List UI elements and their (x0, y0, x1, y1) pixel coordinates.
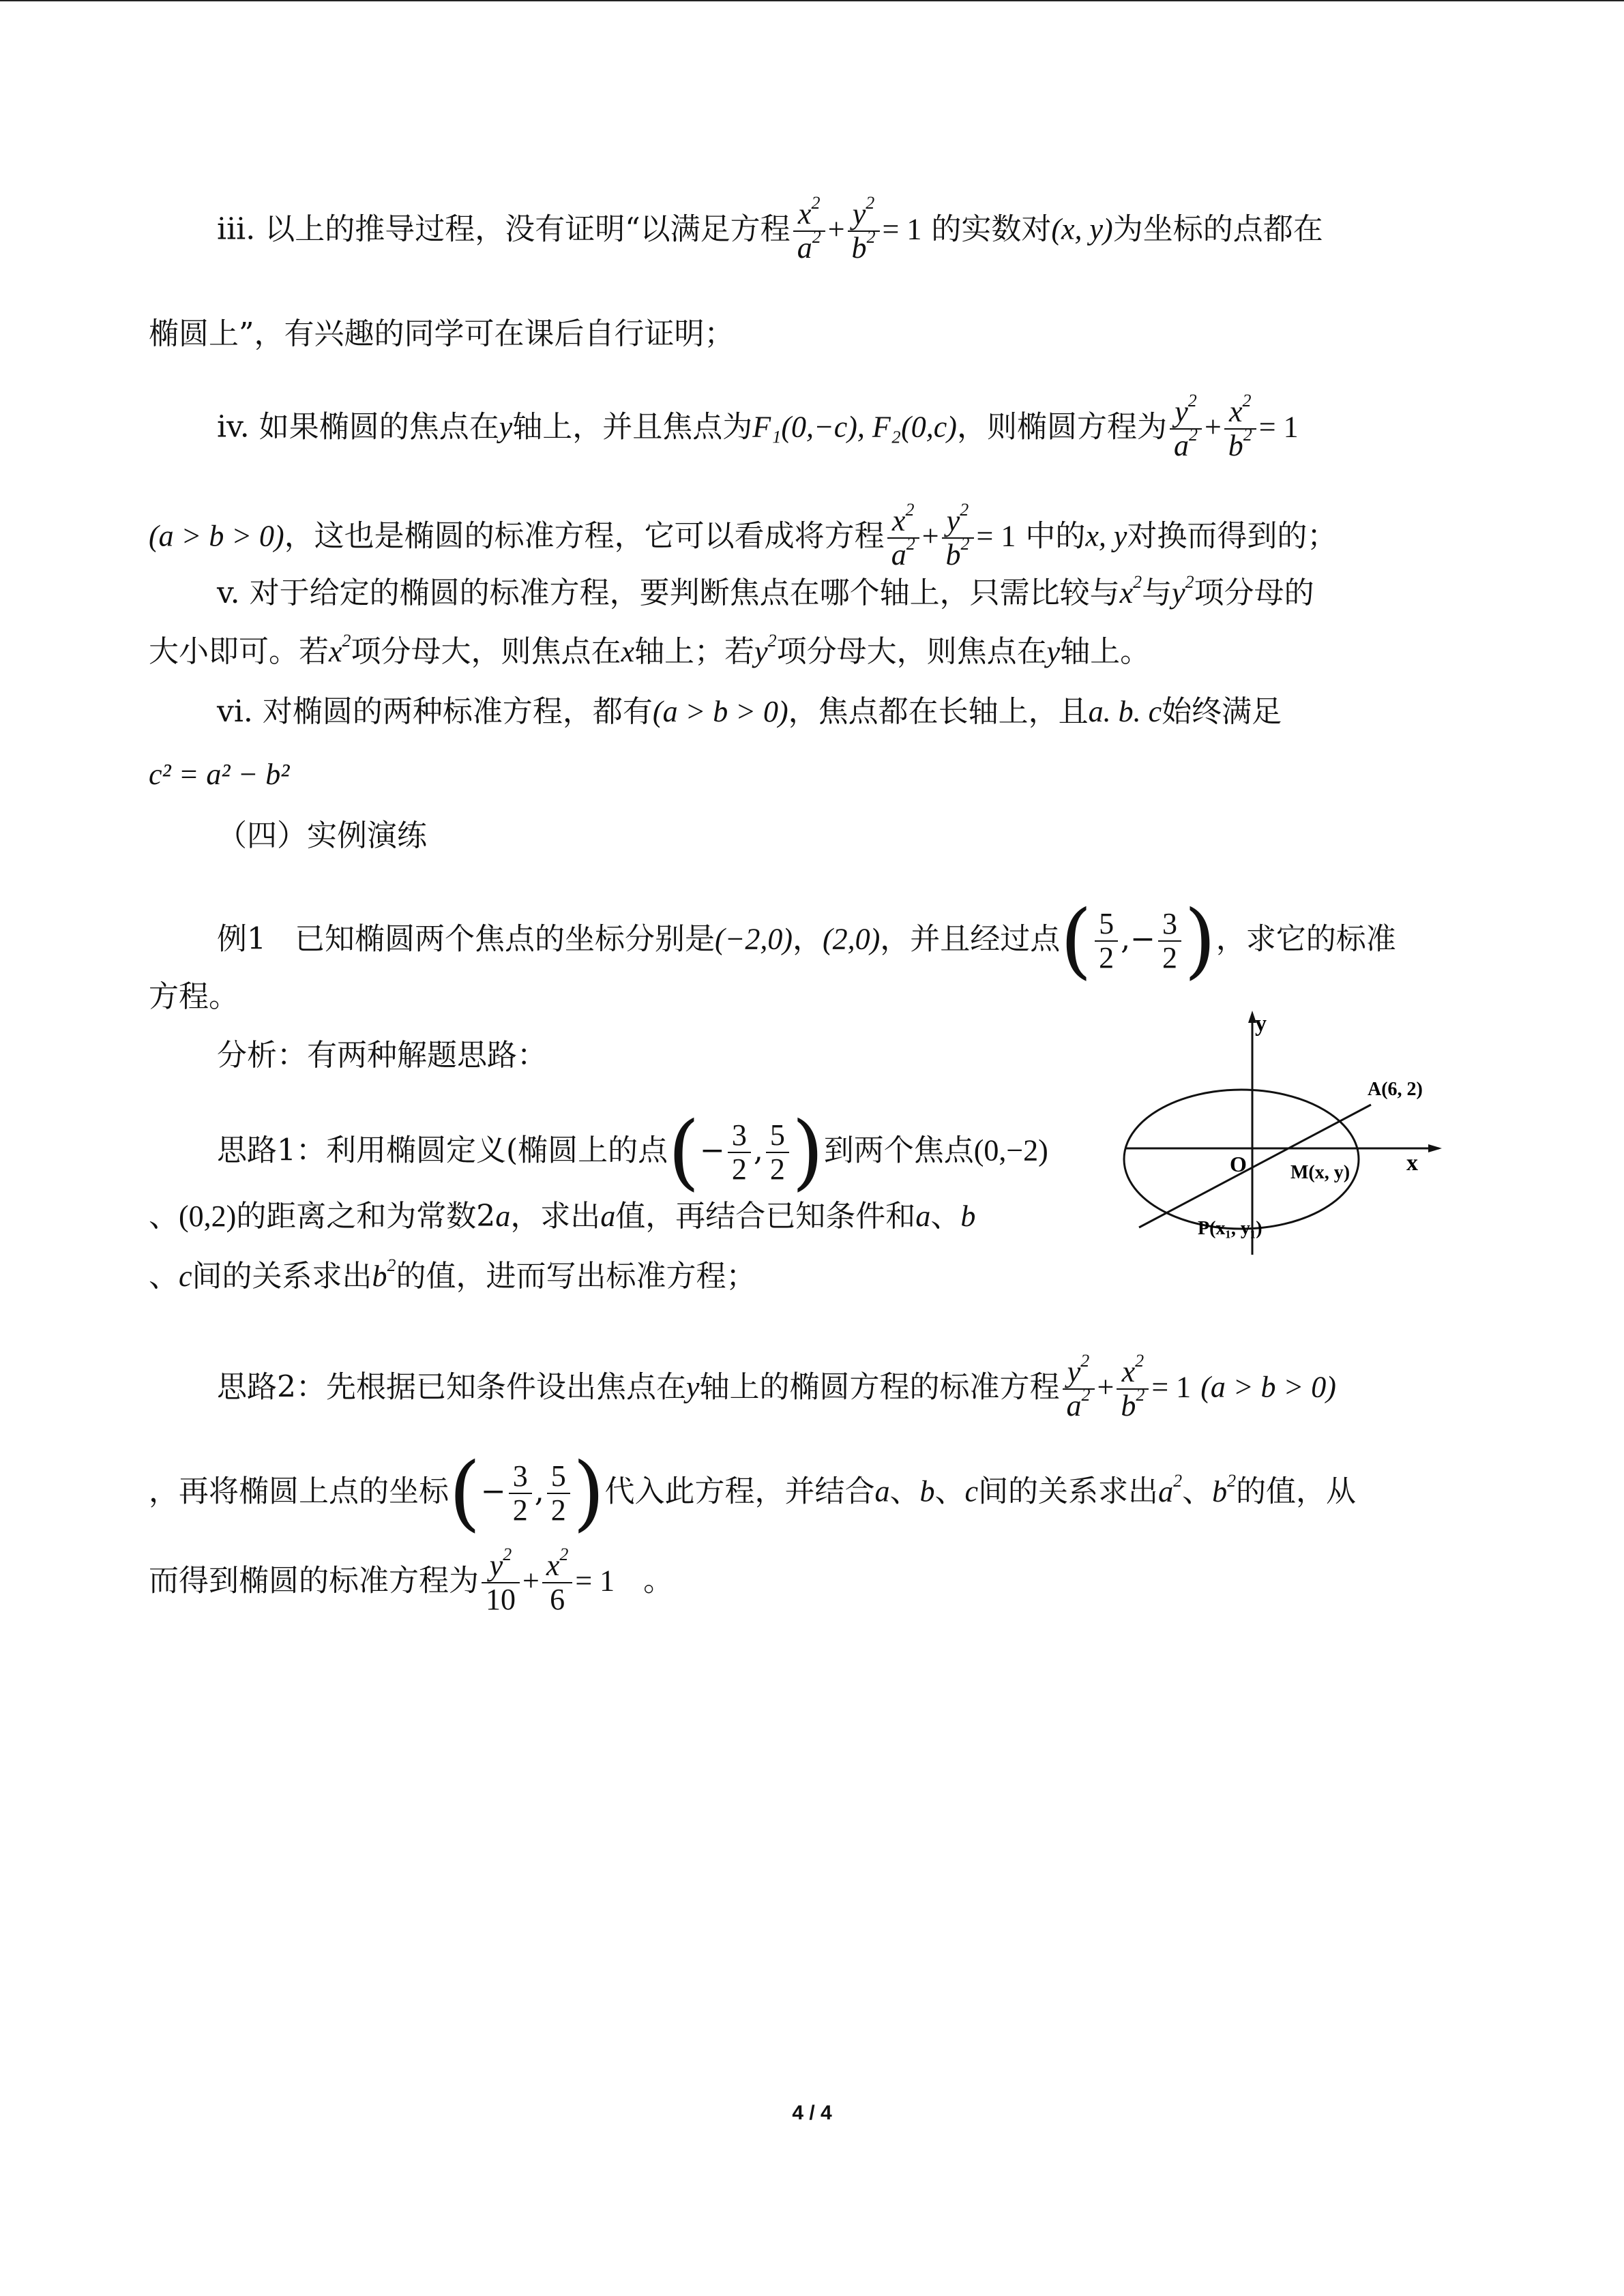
equation-y-over-a: $\frac{y^2}{a^2}$ (1063, 1356, 1095, 1422)
text: 中的 (1025, 518, 1086, 554)
frac-three-halves: $\frac{3}{2}$ (728, 1119, 751, 1186)
text: 大小即可。若 (149, 634, 329, 669)
frac-five-halves: $\frac{5}{2}$ (766, 1119, 789, 1186)
paragraph-v-line1: v. 对于给定的椭圆的标准方程，要判断焦点在哪个轴上，只需比较与$x^2$与$y^2$项分母的 (217, 572, 1314, 610)
focus-0-neg2: (0,−2) (973, 1133, 1048, 1167)
idea1-line2: 、(0,2)的距离之和为常数2a，求出a值，再结合已知条件和a、b (149, 1199, 976, 1234)
origin-label: O (1230, 1152, 1247, 1176)
paren-left: ( (449, 1446, 481, 1540)
paragraph-iv-line2: (a > b > 0)，这也是椭圆的标准方程，它可以看成将方程 $\frac{x^2}{a^2}$ + $\frac{y^2}{b^2}$ = 1 中的x, y对换而得到的； (149, 500, 1338, 571)
text: 椭圆上”，有兴趣的同学可在课后自行证明； (149, 316, 735, 351)
text: 思路1：利用椭圆定义(椭圆上的点 (217, 1133, 668, 1168)
text: 的实数对 (931, 211, 1052, 247)
text: 代入此方程，并结合 (604, 1474, 875, 1509)
text: 为坐标的点都在 (1112, 211, 1323, 247)
equation-ellipse-x: $\frac{x^2}{a^2}$ (793, 198, 825, 265)
item-label-v: v. (217, 576, 240, 610)
pair-xy: (x, y) (1051, 212, 1113, 246)
text: ，焦点都在长轴上，且 (788, 694, 1089, 729)
text: 对于给定的椭圆的标准方程，要判断焦点在哪个轴上，只需比较与 (239, 576, 1120, 610)
text: （四）实例演练 (217, 818, 427, 853)
text: 间的关系求出 (192, 1259, 372, 1294)
condition-a-b-3: (a > b > 0) (1200, 1370, 1336, 1404)
text: 值，再结合已知条件和 (615, 1199, 916, 1234)
example-label: 例1 (217, 921, 266, 957)
foci-coordinates: F₁(0,−c), F₂(0,c) (752, 410, 957, 444)
text: 、 (149, 1199, 179, 1234)
text: 的值，进而写出标准方程； (396, 1259, 756, 1294)
relation-abc: c² = a² − b² (149, 758, 290, 791)
equation-y-over-b: $\frac{y^2}{b^2}$ (942, 505, 974, 571)
abc-vars: a. b. c (1088, 695, 1162, 728)
paragraph-vi-line1 (217, 693, 1282, 731)
paren-right: ) (1183, 893, 1216, 988)
text: 分析：有两种解题思路： (217, 1038, 547, 1073)
paren-right: ) (572, 1446, 605, 1540)
text: ，则椭圆方程为 (956, 409, 1167, 445)
paren-right: ) (791, 1105, 824, 1199)
text: ，再将椭圆上点的坐标 (149, 1474, 449, 1509)
paragraph-iii-line1: iii. 以上的推导过程，没有证明“以满足方程 $\frac{x^2}{a^2}$ + $\frac{y^2}{b^2}$ = 1 的实数对(x, y)为坐标的点都在 (217, 193, 1323, 265)
frac-three-halves: $\frac{3}{2}$ (1158, 908, 1181, 974)
paragraph-iii-line2 (149, 315, 735, 353)
paragraph-v-line2: 大小即可。若$x^2$项分母大，则焦点在x轴上；若$y^2$项分母大，则焦点在y轴上。 (149, 631, 1151, 669)
text: 对椭圆的两种标准方程，都有 (252, 694, 653, 729)
paragraph-iv-line1: iv. 如果椭圆的焦点在y轴上，并且焦点为F₁(0,−c), F₂(0,c)，则椭圆方程为 $\frac{y^2}{a^2}$ + $\frac{x^2}{b^2}$ = 1 (217, 391, 1299, 462)
paren-left: ( (668, 1105, 700, 1199)
condition-a-b: (a > b > 0) (149, 519, 284, 553)
text: 、 (1182, 1474, 1213, 1509)
ellipse-figure (1119, 1002, 1473, 1268)
idea2-line2: ，再将椭圆上点的坐标(− $\frac{3}{2}$ , $\frac{5}{2}$ )代入此方程，并结合a、b、c间的关系求出$a^2$、$b^2$的值，从 (149, 1446, 1357, 1540)
frac-five-halves: $\frac{5}{2}$ (1095, 908, 1118, 974)
text: ， (792, 921, 823, 957)
xy-vars: x, y (1085, 519, 1127, 553)
text: ，求出 (510, 1199, 601, 1234)
equation-y-over-a: $\frac{y^2}{a^2}$ (1170, 396, 1202, 462)
text: ，求它的标准 (1215, 921, 1396, 957)
frac-three-halves: $\frac{3}{2}$ (509, 1460, 532, 1527)
focus-point-1: (−2,0) (714, 922, 793, 956)
text: 项分母的 (1194, 576, 1314, 610)
item-label-iii: iii. (217, 211, 256, 247)
text: 已知椭圆两个焦点的坐标分别是 (294, 921, 715, 957)
page-top-border (0, 0, 1624, 1)
condition-a-b-2: (a > b > 0) (652, 695, 788, 728)
y-axis-label: y (1255, 1011, 1267, 1037)
text: 。 (643, 1563, 674, 1598)
idea2-line3: 而得到椭圆的标准方程为 $\frac{y^2}{10}$ + $\frac{x^2}{6}$ = 1 。 (149, 1545, 674, 1616)
item-label-iv: iv. (217, 409, 250, 445)
text: 项分母大，则焦点在 (776, 634, 1047, 669)
text: 思路2：先根据已知条件设出焦点在 (217, 1369, 686, 1405)
idea1-line3: 、c间的关系求出$b^2$的值，进而写出标准方程； (149, 1255, 756, 1294)
text: 间的关系求出 (978, 1474, 1159, 1509)
focus-0-2: (0,2) (179, 1199, 237, 1233)
answer-y-over-10: $\frac{y^2}{10}$ (482, 1549, 520, 1616)
x-axis-arrow (1428, 1144, 1442, 1152)
text: 轴上的椭圆方程的标准方程 (699, 1369, 1060, 1405)
point-m-label: M(x, y) (1290, 1162, 1350, 1183)
text: 的值，从 (1236, 1474, 1357, 1509)
text: 到两个焦点 (823, 1133, 974, 1168)
analysis-line (217, 1037, 547, 1075)
paren-left: ( (1060, 893, 1093, 988)
text: 、 (149, 1259, 179, 1294)
answer-x-over-6: $\frac{x^2}{6}$ (542, 1549, 573, 1616)
page-number: 4 / 4 (792, 2102, 832, 2124)
text: 对换而得到的； (1127, 518, 1338, 554)
frac-five-halves: $\frac{5}{2}$ (547, 1460, 570, 1527)
equation-x-over-a: $\frac{x^2}{a^2}$ (887, 505, 919, 571)
text: 、 (889, 1474, 920, 1509)
text: 方程。 (149, 979, 239, 1014)
idea1-line1: 思路1：利用椭圆定义(椭圆上的点(− $\frac{3}{2}$ , $\frac{5}{2}$ )到两个焦点(0,−2) (217, 1105, 1048, 1199)
paragraph-vi-line2 (149, 756, 290, 794)
example1-line2 (149, 978, 239, 1016)
point-p-label: P(x₁, y₁) (1198, 1218, 1263, 1239)
text: 与 (1142, 576, 1172, 610)
text: 的距离之和为常数2 (236, 1199, 496, 1234)
idea2-line1: 思路2：先根据已知条件设出焦点在y轴上的椭圆方程的标准方程 $\frac{y^2}{a^2}$ + $\frac{x^2}{b^2}$ = 1 (a > b > 0) (217, 1351, 1336, 1422)
section-title (217, 817, 427, 855)
text: 而得到椭圆的标准方程为 (149, 1563, 479, 1598)
text: 如果椭圆的焦点在 (249, 409, 499, 445)
equation-x-over-b: $\frac{x^2}{b^2}$ (1117, 1356, 1149, 1422)
text: 项分母大，则焦点在 (351, 634, 621, 669)
text: 始终满足 (1162, 694, 1282, 729)
text: 以上的推导过程，没有证明“以满足方程 (255, 211, 791, 247)
text: 轴上，并且焦点为 (512, 409, 753, 445)
figure-drawing (1124, 1016, 1439, 1255)
example1-line1: 例1 已知椭圆两个焦点的坐标分别是(−2,0)，(2,0)，并且经过点( $\frac{5}{2}$ ,− $\frac{3}{2}$ )，求它的标准 (217, 893, 1396, 988)
equation-x-over-b: $\frac{x^2}{b^2}$ (1224, 396, 1256, 462)
item-label-vi: vi. (217, 694, 253, 729)
text: 轴上；若 (634, 634, 755, 669)
text: 、 (934, 1474, 965, 1509)
equation-term-y: $\frac{y^2}{b^2}$ (848, 198, 880, 265)
x-axis-label: x (1406, 1150, 1418, 1176)
text: 轴上。 (1060, 634, 1151, 669)
text: ，这也是椭圆的标准方程，它可以看成将方程 (284, 518, 885, 554)
text: 、 (930, 1199, 961, 1234)
focus-point-2: (2,0) (822, 922, 881, 956)
point-a-label: A(6, 2) (1368, 1079, 1423, 1100)
text: ，并且经过点 (880, 921, 1061, 957)
